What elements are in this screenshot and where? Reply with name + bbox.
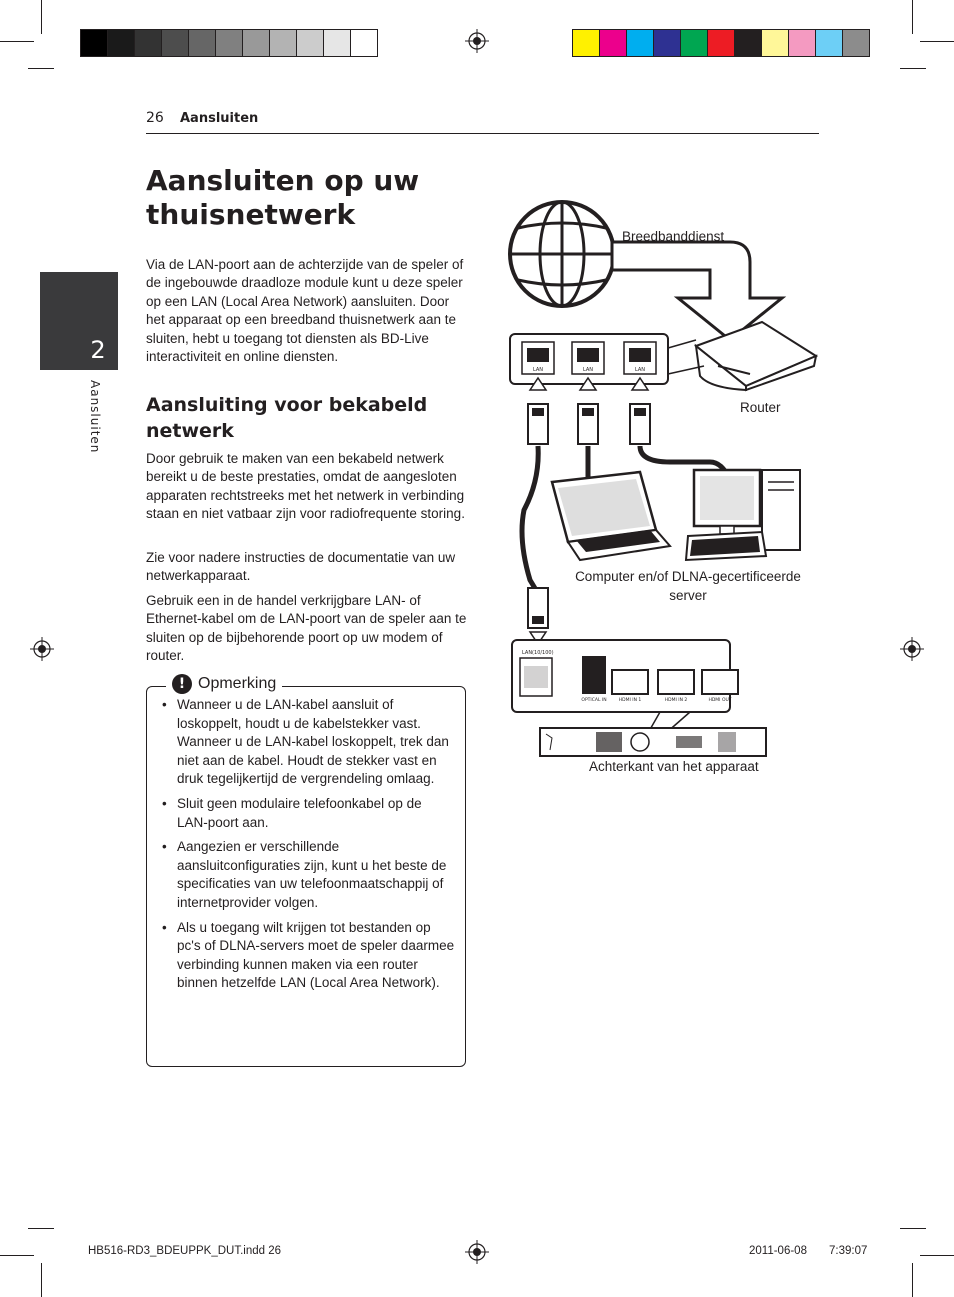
paragraph: Gebruik een in de handel verkrijgbare LAN- of Ethernet-kabel om de LAN-poort van de speler aan te sluiten op de bijbehorende poort op uw modem of router. bbox=[146, 593, 467, 664]
router-icon bbox=[696, 322, 816, 390]
list-item: • Wanneer u de LAN-kabel aansluit of loskoppelt, houdt u de kabelstekker vast. Wanneer u de LAN-kabel loskoppelt, trek dan niet aan de kabel. Houdt de stekker vast en druk tegelijkertijd de vergrendeling omlaag. bbox=[160, 696, 456, 789]
registration-mark-icon bbox=[30, 637, 54, 661]
svg-text:HDMI IN 1: HDMI IN 1 bbox=[618, 698, 642, 703]
hdmi-port-icon bbox=[658, 670, 694, 694]
color-swatch bbox=[135, 30, 162, 56]
ethernet-plug-icon bbox=[528, 404, 548, 444]
color-swatch bbox=[681, 30, 708, 56]
list-item: • Sluit geen modulaire telefoonkabel op de LAN-poort aan. bbox=[160, 795, 456, 832]
color-swatch bbox=[297, 30, 324, 56]
svg-text:HDMI IN 2: HDMI IN 2 bbox=[664, 698, 688, 703]
ethernet-plug-icon bbox=[578, 404, 598, 444]
color-swatch bbox=[270, 30, 297, 56]
svg-text:LAN: LAN bbox=[634, 367, 646, 373]
color-swatch bbox=[600, 30, 627, 56]
desktop-computer-icon bbox=[686, 470, 800, 560]
color-swatch bbox=[789, 30, 816, 56]
color-swatch bbox=[351, 30, 377, 56]
note-title: Opmerking bbox=[198, 675, 277, 692]
list-item: • Als u toegang wilt krijgen tot bestanden op pc's of DLNA-servers moet de speler daarmee verbinding kunnen maken via een router binnen hetzelfde LAN (Local Area Network). bbox=[160, 919, 456, 993]
broadband-label: Breedbanddienst bbox=[622, 229, 725, 244]
subheading: Aansluiting voor bekabeld netwerk bbox=[146, 394, 428, 442]
crop-mark bbox=[912, 0, 913, 34]
laptop-icon bbox=[552, 472, 670, 560]
note-header bbox=[166, 672, 282, 696]
crop-mark bbox=[920, 41, 954, 42]
registration-mark-icon bbox=[900, 637, 924, 661]
grayscale-bar bbox=[80, 29, 378, 57]
svg-text:LAN: LAN bbox=[532, 367, 544, 373]
rear-label: Achterkant van het apparaat bbox=[589, 759, 759, 774]
lan-port-icon bbox=[572, 342, 604, 374]
color-swatch bbox=[762, 30, 789, 56]
lan-port-icon bbox=[624, 342, 656, 374]
color-swatch bbox=[324, 30, 351, 56]
color-swatch bbox=[627, 30, 654, 56]
computer-label: Computer en/of DLNA-gecertificeerde server bbox=[575, 569, 801, 603]
optical-port-icon bbox=[582, 656, 606, 694]
note-list bbox=[160, 696, 456, 999]
header-divider bbox=[146, 133, 819, 134]
print-date: 2011-06-08 bbox=[749, 1245, 807, 1257]
lan-port-icon bbox=[522, 342, 554, 374]
crop-mark bbox=[0, 1255, 34, 1256]
hdmi-port-icon bbox=[612, 670, 648, 694]
svg-text:HDMI OUT: HDMI OUT bbox=[708, 698, 732, 703]
color-swatch bbox=[108, 30, 135, 56]
page-number: 26 bbox=[146, 110, 164, 126]
color-swatch bbox=[735, 30, 762, 56]
intro-paragraph: Via de LAN-poort aan de achterzijde van de speler of de ingebouwde draadloze module kunt u deze speler op een LAN (Local Area Network) aansluiten. Door het apparaat op een breedband thuisnetwerk aan te sluiten, hebt u toegang tot diensten als BD-Live interactiviteit en online diensten. bbox=[146, 257, 464, 365]
color-swatch bbox=[81, 30, 108, 56]
color-swatch bbox=[708, 30, 735, 56]
color-swatch bbox=[654, 30, 681, 56]
color-swatch bbox=[189, 30, 216, 56]
paragraph: Zie voor nadere instructies de documentatie van uw netwerkapparaat. bbox=[146, 550, 456, 584]
chapter-number: 2 bbox=[90, 336, 106, 364]
crop-mark bbox=[41, 0, 42, 34]
color-swatch bbox=[216, 30, 243, 56]
crop-mark bbox=[912, 1263, 913, 1297]
hdmi-port-icon bbox=[702, 670, 738, 694]
svg-text:LAN: LAN bbox=[582, 367, 594, 373]
network-diagram bbox=[500, 190, 830, 770]
crop-mark bbox=[900, 1228, 926, 1229]
paragraph: Door gebruik te maken van een bekabeld netwerk bereikt u de beste prestaties, omdat de aangesloten apparaten rechtstreeks met het netwerk in verbinding staan en niet vatbaar zijn voor radiofrequente storing. bbox=[146, 451, 465, 522]
page-title: Aansluiten op uw thuisnetwerk bbox=[146, 164, 420, 231]
crop-mark bbox=[900, 68, 926, 69]
svg-text:LAN(10/100): LAN(10/100) bbox=[522, 650, 554, 656]
color-swatch bbox=[162, 30, 189, 56]
print-time: 7:39:07 bbox=[829, 1245, 868, 1257]
router-label: Router bbox=[740, 400, 781, 415]
crop-mark bbox=[28, 68, 54, 69]
ethernet-plug-icon bbox=[528, 588, 548, 628]
file-name: HB516-RD3_BDEUPPK_DUT.indd 26 bbox=[88, 1245, 282, 1257]
exclamation-icon: ! bbox=[172, 674, 192, 694]
crop-mark bbox=[28, 1228, 54, 1229]
color-swatch bbox=[816, 30, 843, 56]
section-title: Aansluiten bbox=[180, 111, 259, 126]
chapter-label: Aansluiten bbox=[88, 380, 102, 454]
color-swatch-bar bbox=[572, 29, 870, 57]
player-rear-icon bbox=[540, 728, 766, 756]
color-swatch bbox=[243, 30, 270, 56]
crop-mark bbox=[41, 1263, 42, 1297]
registration-mark-icon bbox=[465, 1240, 489, 1264]
ethernet-plug-icon bbox=[630, 404, 650, 444]
color-swatch bbox=[573, 30, 600, 56]
crop-mark bbox=[920, 1255, 954, 1256]
crop-mark bbox=[0, 41, 34, 42]
svg-text:OPTICAL IN: OPTICAL IN bbox=[581, 698, 607, 703]
color-swatch bbox=[843, 30, 869, 56]
list-item: • Aangezien er verschillende aansluitconfiguraties zijn, kunt u het beste de specificaties van uw telefoonmaatschappij of internetprovider volgen. bbox=[160, 838, 456, 912]
registration-mark-icon bbox=[465, 29, 489, 53]
globe-icon bbox=[510, 202, 614, 306]
